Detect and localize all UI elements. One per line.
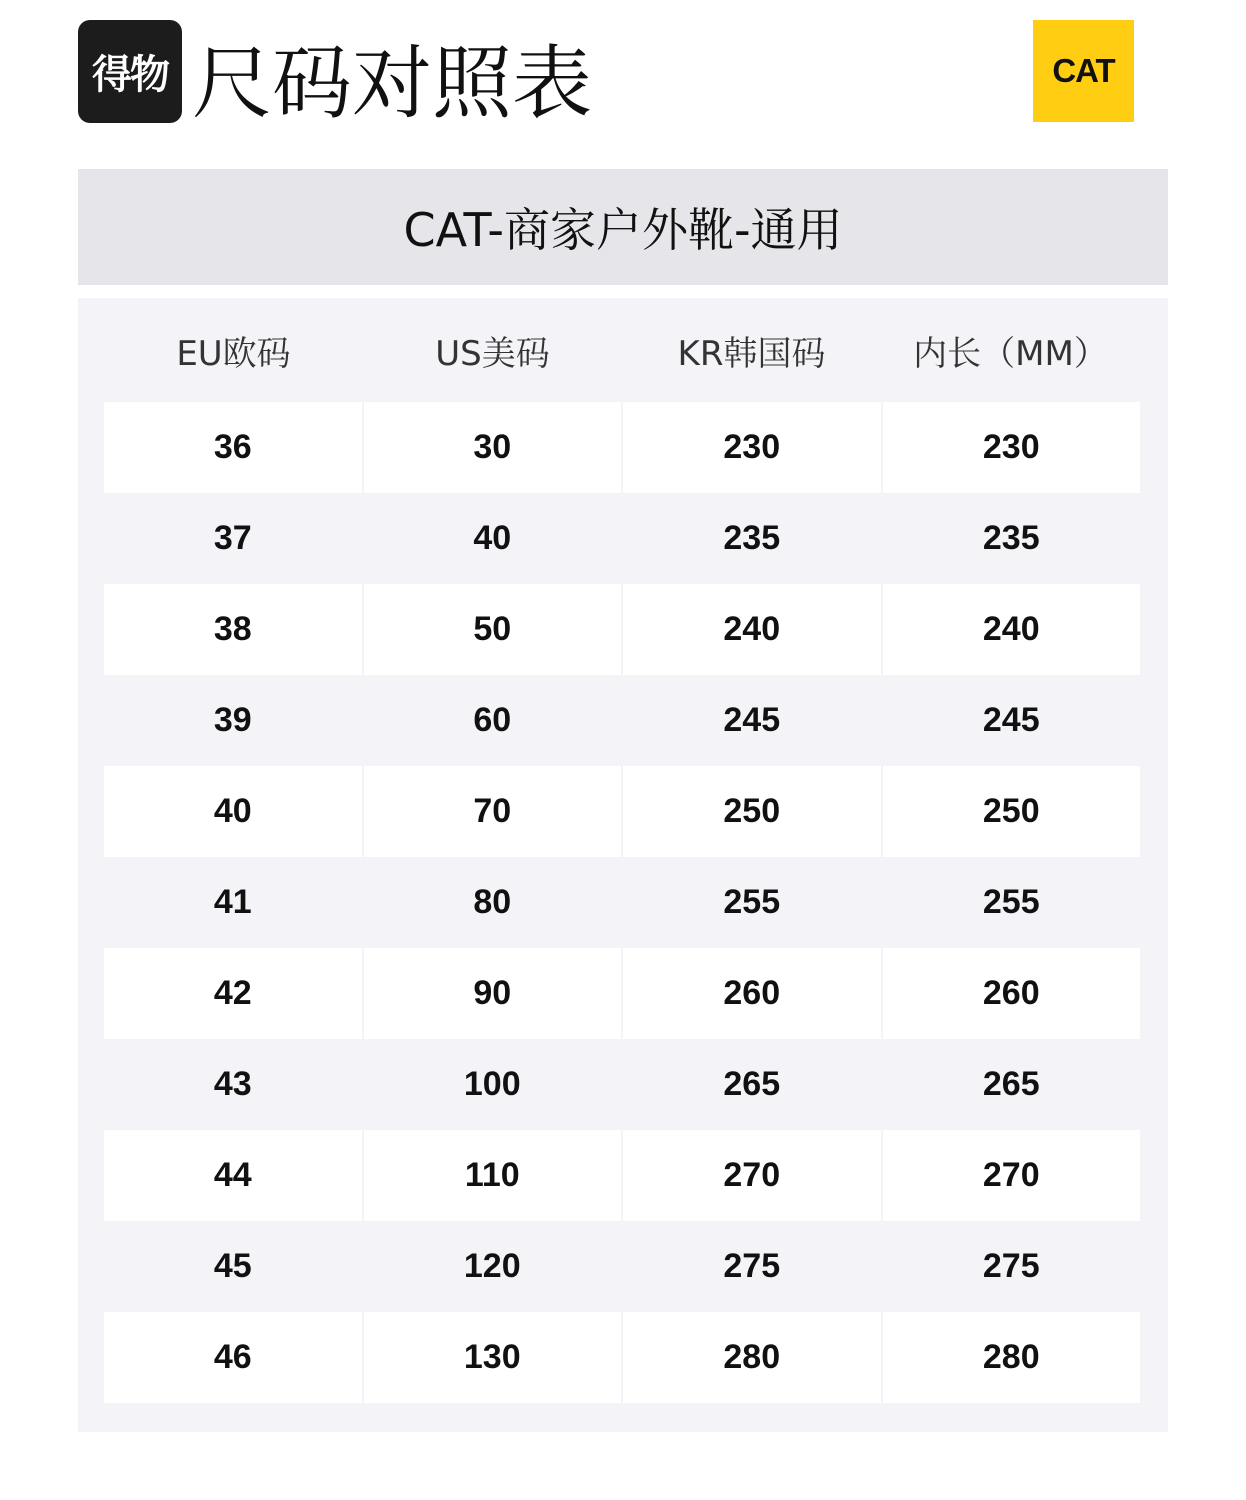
table-row — [104, 857, 1140, 948]
table-cell-kr: 250 — [623, 766, 881, 857]
table-cell-us: 70 — [364, 766, 622, 857]
table-cell-us: 40 — [473, 519, 512, 557]
table-cell-us: 120 — [463, 1247, 521, 1285]
table-row — [104, 584, 1140, 675]
page-title: 尺码对照表 — [192, 37, 592, 130]
table-cell-length: 260 — [883, 948, 1141, 1039]
table-cell-us: 130 — [364, 1312, 622, 1403]
table-header-row — [104, 298, 1140, 402]
table-row — [104, 1039, 1140, 1130]
table-cell-us: 90 — [364, 948, 622, 1039]
table-body — [104, 402, 1140, 1403]
table-row — [104, 1312, 1140, 1403]
table-row — [104, 1130, 1140, 1221]
table-cell-length: 245 — [982, 701, 1040, 739]
table-cell-length: 275 — [982, 1247, 1040, 1285]
table-cell-length: 255 — [982, 883, 1040, 921]
table-cell-kr: 240 — [623, 584, 881, 675]
table-cell-us: 60 — [473, 701, 512, 739]
table-row — [104, 948, 1140, 1039]
size-table — [78, 298, 1168, 1432]
table-row — [104, 493, 1140, 584]
column-header-kr: KR韩国码 — [677, 333, 826, 374]
table-cell-kr: 255 — [723, 883, 781, 921]
table-cell-length: 240 — [883, 584, 1141, 675]
table-cell-us: 50 — [364, 584, 622, 675]
table-row — [104, 675, 1140, 766]
table-cell-eu: 38 — [104, 584, 362, 675]
table-cell-kr: 245 — [723, 701, 781, 739]
table-cell-kr: 270 — [623, 1130, 881, 1221]
table-cell-kr: 235 — [723, 519, 781, 557]
table-cell-eu: 46 — [104, 1312, 362, 1403]
cat-logo: CAT — [1033, 20, 1134, 122]
table-cell-length: 250 — [883, 766, 1141, 857]
table-cell-length: 265 — [982, 1065, 1040, 1103]
table-cell-kr: 280 — [623, 1312, 881, 1403]
column-header-eu: EU欧码 — [176, 333, 291, 374]
table-cell-us: 110 — [364, 1130, 622, 1221]
table-cell-kr: 265 — [723, 1065, 781, 1103]
table-cell-length: 280 — [883, 1312, 1141, 1403]
table-cell-length: 230 — [883, 402, 1141, 493]
table-cell-eu: 39 — [213, 701, 252, 739]
table-cell-length: 270 — [883, 1130, 1141, 1221]
table-cell-eu: 41 — [213, 883, 252, 921]
table-cell-us: 30 — [364, 402, 622, 493]
table-cell-eu: 45 — [213, 1247, 252, 1285]
table-cell-length: 235 — [982, 519, 1040, 557]
table-cell-kr: 260 — [623, 948, 881, 1039]
table-cell-kr: 275 — [723, 1247, 781, 1285]
table-cell-eu: 36 — [104, 402, 362, 493]
table-cell-eu: 40 — [104, 766, 362, 857]
table-cell-eu: 42 — [104, 948, 362, 1039]
table-cell-us: 100 — [463, 1065, 521, 1103]
section-title: CAT-商家户外靴-通用 — [78, 169, 1168, 285]
table-row — [104, 402, 1140, 493]
table-cell-us: 80 — [473, 883, 512, 921]
column-header-length: 内长（MM） — [913, 333, 1108, 374]
table-cell-eu: 44 — [104, 1130, 362, 1221]
table-row — [104, 1221, 1140, 1312]
table-cell-kr: 230 — [623, 402, 881, 493]
table-cell-eu: 37 — [213, 519, 252, 557]
column-header-us: US美码 — [435, 333, 550, 374]
dewu-logo: 得物 — [78, 20, 182, 123]
table-cell-eu: 43 — [213, 1065, 252, 1103]
table-row — [104, 766, 1140, 857]
